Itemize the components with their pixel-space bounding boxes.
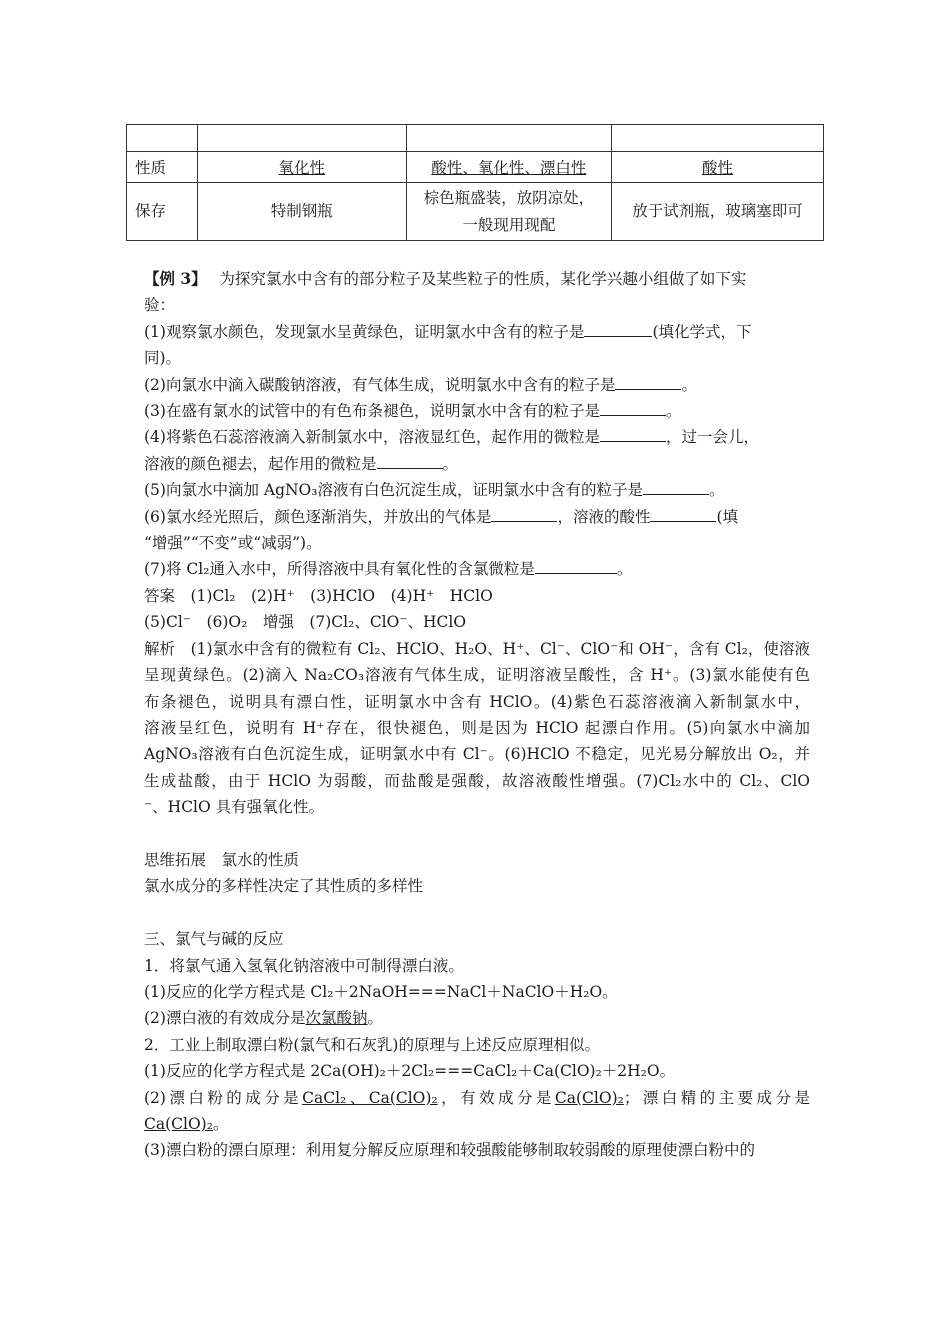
answer-blank <box>600 398 666 416</box>
answer-blank <box>535 556 617 574</box>
analysis-line: 解析 (1)氯水中含有的微粒有 Cl₂、HClO、H₂O、H⁺、Cl⁻、ClO⁻和 OH⁻，含有 Cl₂，使溶液 <box>144 639 810 658</box>
extension-title: 思维拓展 氯水的性质 <box>144 850 300 869</box>
property-chlorine-water: 酸性、氧化性、漂白性 <box>431 159 587 177</box>
answer-line: 答案 (1)Cl₂ (2)H⁺ (3)HClO (4)H⁺ HClO <box>144 586 493 605</box>
example-intro: 【例 3】 为探究氯水中含有的部分粒子及某些粒子的性质，某化学兴趣小组做了如下实 <box>144 269 747 288</box>
question-6: (6)氯水经光照后，颜色逐渐消失，并放出的气体是 ，溶液的酸性 (填 <box>144 504 810 530</box>
underlined-answer: CaCl₂、Ca(ClO)₂ <box>302 1088 438 1107</box>
document-body: 【例 3】 为探究氯水中含有的部分粒子及某些粒子的性质，某化学兴趣小组做了如下实 验： (1)观察氯水颜色，发现氯水呈黄绿色，证明氯水中含有的粒子是 (填化学式，下 同)。 (2)向氯水中滴入碳酸钠溶液，有气体生成，说明氯水中含有的粒子是 。 (3)在盛有氯水的试管中的有色布条褪色，说明氯水中含有的粒子是 。 (4)将紫色石蕊溶液滴入新制氯水中，溶液显红色，起作用的微粒是 ，过一会儿， 溶液的颜色褪去，起作用的微粒是 。 (5)向氯水中滴加 AgNO₃溶液有白色沉淀生成，证明氯水中含有的粒子是 。 (6)氯水经光照后，颜色逐渐消失，并放出的气体是 ，溶液的酸性 (填 “增强”“不变”或“减弱”)。 (7)将 Cl₂通入水中，所得溶液中具有氧化性的含氯微粒是 。 答案 (1)Cl₂ (2)H⁺ (3)HClO (4)H⁺ HClO (5)Cl⁻ (6)O₂ 增强 (7)Cl₂、ClO⁻、HClO 解析 (1)氯水中含有的微粒有 Cl₂、HClO、H₂O、H⁺、Cl⁻、ClO⁻和 OH⁻，含有 Cl₂，使溶液 呈现黄绿色。(2)滴入 Na₂CO₃溶液有气体生成，证明溶液呈酸性，含 H⁺。(3)氯水能使有色 布条褪色，说明具有漂白性，证明氯水中含有 HClO。(4)紫色石蕊溶液滴入新制氯水中， 溶液呈红色，说明有 H⁺存在，很快褪色，则是因为 HClO 起漂白作用。(5)向氯水中滴加 AgNO₃溶液有白色沉淀生成，证明氯水中有 Cl⁻。(6)HClO 不稳定，见光易分解放出 O₂，并 生成盐酸，由于 HClO 为弱酸，而盐酸是强酸，故溶液酸性增强。(7)Cl₂水中的 Cl₂、ClO ⁻、HClO 具有强氧化性。 思维拓展 氯水的性质 氯水成分的多样性决定了其性质的多样性 三、氯气与碱的反应 1．将氯气通入氢氧化钠溶液中可制得漂白液。 (1)反应的化学方程式是 Cl₂＋2NaOH===NaCl＋NaClO＋H₂O。 (2)漂白液的有效成分是次氯酸钠。 2．工业上制取漂白粉(氯气和石灰乳)的原理与上述反应原理相似。 (1)反应的化学方程式是 2Ca(OH)₂＋2Cl₂===CaCl₂＋Ca(ClO)₂＋2H₂O。 (2)漂白粉的成分是CaCl₂、Ca(ClO)₂，有效成分是Ca(ClO)₂；漂白精的主要成分是 Ca(ClO)₂。 (3)漂白粉的漂白原理：利用复分解反应原理和较强酸能够制取较弱酸的原理使漂白粉中的 <box>144 266 810 1164</box>
extension-text: 氯水成分的多样性决定了其性质的多样性 <box>144 877 424 896</box>
table-cell <box>406 125 611 152</box>
properties-table <box>126 124 824 241</box>
question-3: (3)在盛有氯水的试管中的有色布条褪色，说明氯水中含有的粒子是 。 <box>144 398 810 424</box>
question-1: (1)观察氯水颜色，发现氯水呈黄绿色，证明氯水中含有的粒子是 (填化学式，下 <box>144 319 810 345</box>
storage-chlorine: 特制钢瓶 <box>197 183 406 241</box>
table-row <box>127 152 824 183</box>
table-cell <box>611 125 823 152</box>
answer-blank <box>377 451 443 469</box>
table-row <box>127 125 824 152</box>
property-hydrochloric: 酸性 <box>701 159 733 177</box>
answer-blank <box>584 319 652 337</box>
analysis-line: ⁻、HClO 具有强氧化性。 <box>144 798 325 817</box>
table-cell <box>197 125 406 152</box>
question-2: (2)向氯水中滴入碳酸钠溶液，有气体生成，说明氯水中含有的粒子是 。 <box>144 372 810 398</box>
underlined-answer: Ca(ClO)₂ <box>554 1088 624 1107</box>
answer-line: (5)Cl⁻ (6)O₂ 增强 (7)Cl₂、ClO⁻、HClO <box>144 613 467 632</box>
answer-blank <box>615 372 681 390</box>
question-4: (4)将紫色石蕊溶液滴入新制氯水中，溶液显红色，起作用的微粒是 ，过一会儿， <box>144 424 810 450</box>
row-label-property: 性质 <box>127 152 198 183</box>
question-5: (5)向氯水中滴加 AgNO₃溶液有白色沉淀生成，证明氯水中含有的粒子是 。 <box>144 477 810 503</box>
question-7: (7)将 Cl₂通入水中，所得溶液中具有氧化性的含氯微粒是 。 <box>144 556 810 582</box>
property-chlorine: 氧化性 <box>278 159 326 177</box>
answer-blank <box>650 504 716 522</box>
storage-hydrochloric: 放于试剂瓶，玻璃塞即可 <box>611 183 823 241</box>
storage-chlorine-water: 棕色瓶盛装，放阴凉处， 一般现用现配 <box>406 183 611 241</box>
section-title: 三、氯气与碱的反应 <box>144 930 284 949</box>
analysis-line: 布条褪色，说明具有漂白性，证明氯水中含有 HClO。(4)紫色石蕊溶液滴入新制氯水中， <box>144 692 810 711</box>
answer-blank <box>643 477 709 495</box>
analysis-line: AgNO₃溶液有白色沉淀生成，证明氯水中有 Cl⁻。(6)HClO 不稳定，见光易分解放出 O₂，并 <box>144 745 810 764</box>
underlined-answer: Ca(ClO)₂ <box>144 1114 213 1133</box>
underlined-answer: 次氯酸钠 <box>305 1009 368 1028</box>
table-cell <box>127 125 198 152</box>
analysis-line: 呈现黄绿色。(2)滴入 Na₂CO₃溶液有气体生成，证明溶液呈酸性，含 H⁺。(3)氯水能使有色 <box>144 666 810 685</box>
analysis-line: 生成盐酸，由于 HClO 为弱酸，而盐酸是强酸，故溶液酸性增强。(7)Cl₂水中的 Cl₂、ClO <box>144 771 810 790</box>
analysis-line: 溶液呈红色，说明有 H⁺存在，很快褪色，则是因为 HClO 起漂白作用。(5)向氯水中滴加 <box>144 718 810 737</box>
row-label-storage: 保存 <box>127 183 198 241</box>
answer-blank <box>491 504 557 522</box>
answer-blank <box>600 424 666 442</box>
table-row <box>127 183 824 241</box>
